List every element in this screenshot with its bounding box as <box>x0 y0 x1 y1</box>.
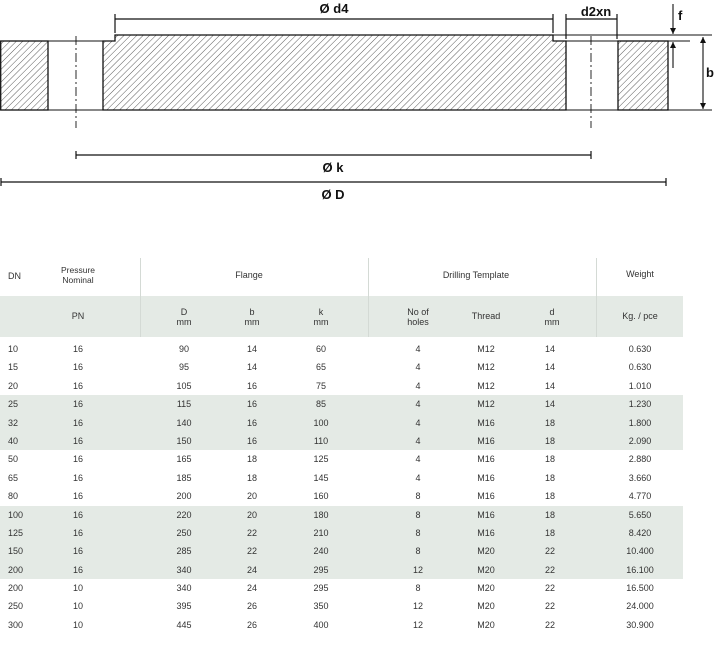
table-row <box>0 597 683 615</box>
cell-d: 250 <box>176 527 192 538</box>
cell-holes: 8 <box>415 583 421 594</box>
cell-b: 16 <box>246 435 257 446</box>
subheader-k <box>276 307 366 327</box>
cell-d: 18 <box>544 417 555 428</box>
column-group-divider <box>368 258 369 337</box>
cell-weight: 0.630 <box>628 362 652 373</box>
table-row <box>0 542 683 560</box>
cell-thread: M16 <box>477 472 495 483</box>
flange-section-drawing <box>0 0 718 210</box>
cell-weight: 10.400 <box>626 546 654 557</box>
cell-d: 18 <box>544 472 555 483</box>
cell-weight: 30.900 <box>626 619 654 630</box>
table-row <box>0 579 683 597</box>
cell-holes: 4 <box>415 417 421 428</box>
cell-weight: 0.630 <box>628 344 652 354</box>
table-row <box>0 395 683 413</box>
cell-holes: 4 <box>415 399 421 410</box>
cell-d: 22 <box>544 564 555 575</box>
header-drilling-template: Drilling Template <box>442 270 510 280</box>
cell-dn: 125 <box>8 527 24 538</box>
cell-thread: M12 <box>477 380 495 391</box>
cell-weight: 16.500 <box>626 583 654 594</box>
cell-b: 26 <box>246 601 257 612</box>
cell-thread: M16 <box>477 454 495 465</box>
cell-weight: 4.770 <box>628 491 652 502</box>
cell-dn: 150 <box>8 546 24 557</box>
cell-thread: M16 <box>477 435 495 446</box>
flange-left-section <box>1 41 48 110</box>
table-row <box>0 469 683 487</box>
cell-pn: 16 <box>72 491 83 502</box>
table-row <box>0 358 683 376</box>
cell-weight: 2.880 <box>628 454 652 465</box>
cell-k: 110 <box>313 435 329 446</box>
table-row <box>0 450 683 468</box>
header-weight: Weight <box>626 269 654 279</box>
cell-k: 145 <box>313 472 329 483</box>
cell-dn: 300 <box>8 619 24 630</box>
d4-dimension-label: Ø d4 <box>319 1 349 16</box>
cell-d: 18 <box>544 509 555 520</box>
cell-thread: M16 <box>477 491 495 502</box>
cell-b: 14 <box>246 344 257 354</box>
cell-k: 295 <box>313 583 329 594</box>
cell-k: 100 <box>313 417 329 428</box>
table-row <box>0 340 683 358</box>
cell-dn: 100 <box>8 509 24 520</box>
cell-b: 24 <box>246 583 257 594</box>
cell-dn: 15 <box>8 362 19 373</box>
cell-k: 60 <box>315 344 326 354</box>
bolt-hole-right <box>566 41 618 110</box>
cell-dn: 40 <box>8 435 19 446</box>
cell-d: 395 <box>176 601 192 612</box>
cell-d: 150 <box>176 435 192 446</box>
cell-dn: 50 <box>8 454 19 465</box>
cell-k: 240 <box>313 546 329 557</box>
cell-thread: M16 <box>477 509 495 520</box>
cell-pn: 16 <box>72 454 83 465</box>
cell-dn: 20 <box>8 380 19 391</box>
cell-k: 85 <box>315 399 326 410</box>
cell-d: 340 <box>176 583 192 594</box>
subheader-D-symbol: D <box>180 307 188 317</box>
subheader-b-symbol: b <box>249 307 255 317</box>
cell-dn: 25 <box>8 399 19 410</box>
cell-k: 160 <box>313 491 329 502</box>
cell-d: 340 <box>176 564 192 575</box>
cell-d: 22 <box>544 601 555 612</box>
cell-k: 180 <box>313 509 329 520</box>
cell-pn: 16 <box>72 546 83 557</box>
cell-pn: 16 <box>72 527 83 538</box>
cell-holes: 4 <box>415 472 421 483</box>
subheader-holes-line2: holes <box>407 317 429 327</box>
cell-d: 18 <box>544 435 555 446</box>
table-row <box>0 377 683 395</box>
flange-right-section <box>618 41 668 110</box>
cell-pn: 16 <box>72 380 83 391</box>
cell-b: 22 <box>246 527 257 538</box>
cell-dn: 10 <box>8 344 19 354</box>
cell-k: 210 <box>313 527 329 538</box>
table-row <box>0 432 683 450</box>
cell-d: 22 <box>544 619 555 630</box>
table-body <box>0 340 683 634</box>
cell-dn: 32 <box>8 417 19 428</box>
cell-holes: 8 <box>415 546 421 557</box>
cell-pn: 16 <box>72 362 83 373</box>
cell-thread: M20 <box>477 619 495 630</box>
cell-thread: M12 <box>477 362 495 373</box>
cell-d: 220 <box>176 509 192 520</box>
cell-pn: 16 <box>72 509 83 520</box>
cell-dn: 65 <box>8 472 19 483</box>
cell-b: 26 <box>246 619 257 630</box>
cell-weight: 1.230 <box>628 399 652 410</box>
cell-k: 400 <box>313 619 329 630</box>
f-dimension-label: f <box>678 8 683 23</box>
cell-b: 18 <box>246 472 257 483</box>
subheader-k-unit: mm <box>313 317 329 327</box>
cell-b: 24 <box>246 564 257 575</box>
table-row <box>0 414 683 432</box>
header-pressure-nominal <box>33 265 123 285</box>
cell-d: 95 <box>178 362 189 373</box>
cell-d: 165 <box>176 454 192 465</box>
cell-thread: M20 <box>477 546 495 557</box>
cell-holes: 4 <box>415 380 421 391</box>
table-row <box>0 524 683 542</box>
cell-holes: 8 <box>415 491 421 502</box>
bolt-hole-left <box>48 41 103 110</box>
cell-d: 140 <box>176 417 192 428</box>
header-dn: DN <box>8 271 21 281</box>
cell-weight: 5.650 <box>628 509 652 520</box>
cell-pn: 16 <box>72 399 83 410</box>
cell-d: 18 <box>544 454 555 465</box>
cell-thread: M12 <box>477 344 495 354</box>
cell-thread: M16 <box>477 527 495 538</box>
cell-thread: M20 <box>477 601 495 612</box>
subheader-D-unit: mm <box>176 317 192 327</box>
table-row <box>0 561 683 579</box>
D-dimension-line <box>1 178 666 186</box>
cell-weight: 16.100 <box>626 564 654 575</box>
cell-d: 445 <box>176 619 192 630</box>
cell-b: 16 <box>246 380 257 391</box>
cell-k: 295 <box>313 564 329 575</box>
cell-pn: 16 <box>72 472 83 483</box>
table-row <box>0 616 683 634</box>
d2xn-dimension-label: d2xn <box>580 4 612 19</box>
k-dimension-label: Ø k <box>322 160 344 175</box>
cell-b: 22 <box>246 546 257 557</box>
table-row <box>0 487 683 505</box>
cell-k: 65 <box>315 362 326 373</box>
cell-pn: 16 <box>72 435 83 446</box>
cell-b: 20 <box>246 509 257 520</box>
subheader-weight-unit: Kg. / pce <box>622 311 658 321</box>
cell-d: 90 <box>178 344 189 354</box>
cell-dn: 250 <box>8 601 24 612</box>
cell-d: 22 <box>544 546 555 557</box>
cell-b: 14 <box>246 362 257 373</box>
cell-weight: 3.660 <box>628 472 652 483</box>
cell-d: 14 <box>544 380 555 391</box>
cell-holes: 8 <box>415 509 421 520</box>
cell-d: 18 <box>544 527 555 538</box>
cell-weight: 1.010 <box>628 380 652 391</box>
subheader-d <box>507 307 597 327</box>
cell-d: 285 <box>176 546 192 557</box>
cell-k: 75 <box>315 380 326 391</box>
cell-pn: 16 <box>72 417 83 428</box>
subheader-pn: PN <box>71 311 85 321</box>
cell-holes: 4 <box>415 435 421 446</box>
cell-holes: 4 <box>415 362 421 373</box>
cell-b: 18 <box>246 454 257 465</box>
cell-dn: 200 <box>8 583 24 594</box>
cell-k: 125 <box>313 454 329 465</box>
cell-thread: M12 <box>477 399 495 410</box>
D-dimension-label: Ø D <box>321 187 345 202</box>
subheader-d-symbol: d <box>549 307 555 317</box>
k-dimension-line <box>76 151 591 159</box>
subheader-b-unit: mm <box>244 317 260 327</box>
b-dimension-label: b <box>706 65 714 80</box>
cell-weight: 24.000 <box>626 601 654 612</box>
header-flange: Flange <box>235 270 263 280</box>
cell-weight: 2.090 <box>628 435 652 446</box>
cell-d: 200 <box>176 491 192 502</box>
cell-k: 350 <box>313 601 329 612</box>
flange-body-section <box>103 35 566 110</box>
cell-b: 20 <box>246 491 257 502</box>
cell-dn: 80 <box>8 491 19 502</box>
header-pressure-line1: Pressure <box>60 265 95 275</box>
cell-d: 115 <box>176 399 192 410</box>
cell-pn: 10 <box>72 583 83 594</box>
cell-thread: M20 <box>477 583 495 594</box>
subheader-thread: Thread <box>471 311 501 321</box>
cell-pn: 16 <box>72 344 83 354</box>
cell-b: 16 <box>246 417 257 428</box>
cell-d: 185 <box>176 472 192 483</box>
cell-d: 18 <box>544 491 555 502</box>
cell-dn: 200 <box>8 564 24 575</box>
cell-thread: M16 <box>477 417 495 428</box>
cell-d: 14 <box>544 399 555 410</box>
cell-pn: 16 <box>72 564 83 575</box>
cell-holes: 4 <box>415 454 421 465</box>
cell-holes: 12 <box>412 619 423 630</box>
cell-weight: 8.420 <box>628 527 652 538</box>
subheader-k-symbol: k <box>318 307 324 317</box>
header-pressure-line2: Nominal <box>62 275 94 285</box>
cell-weight: 1.800 <box>628 417 652 428</box>
subheader-d-unit: mm <box>544 317 560 327</box>
cell-holes: 12 <box>412 564 423 575</box>
cell-holes: 8 <box>415 527 421 538</box>
cell-pn: 10 <box>72 619 83 630</box>
cell-thread: M20 <box>477 564 495 575</box>
cell-d: 22 <box>544 583 555 594</box>
cell-pn: 10 <box>72 601 83 612</box>
cell-b: 16 <box>246 399 257 410</box>
cell-holes: 4 <box>415 344 421 354</box>
cell-d: 14 <box>544 362 555 373</box>
cell-holes: 12 <box>412 601 423 612</box>
subheader-holes-line1: No of <box>407 307 429 317</box>
cell-d: 105 <box>176 380 192 391</box>
table-row <box>0 506 683 524</box>
cell-d: 14 <box>544 344 555 354</box>
d4-dimension-line <box>115 14 553 33</box>
